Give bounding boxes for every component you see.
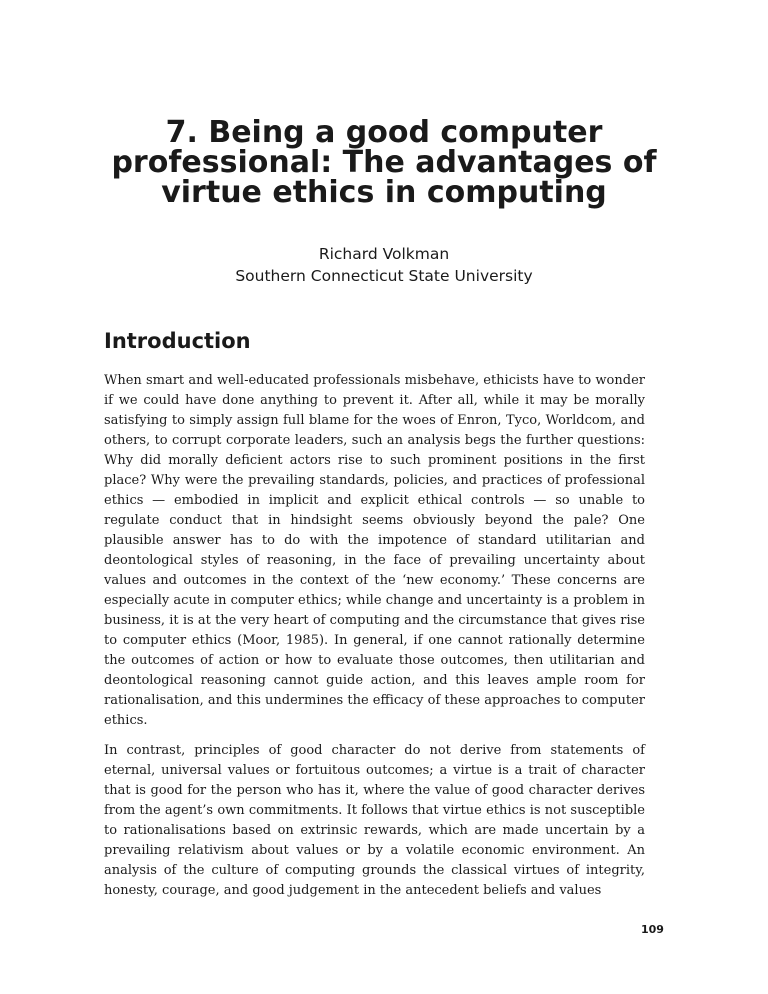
- body-paragraph: In contrast, principles of good character do not derive from statements of eternal, universal values or fortuitous outcomes; a virtue is a trait of character that is good for the person who has it, where the value of good character derives from the agent’s own commitments. It follows that virtue ethics is not susceptible to rationalisations based on extrinsic rewards, which are made uncertain by a prevailing relativism about values or by a volatile economic environment. An analysis of the culture of computing grounds the classical virtues of integrity, honesty, courage, and good judgement in the antecedent beliefs and values: [104, 743, 645, 898]
- page-number: 109: [641, 923, 664, 936]
- author-affiliation: Southern Connecticut State University: [235, 267, 533, 285]
- author-block: [0, 243, 768, 287]
- chapter-title-line: virtue ethics in computing: [161, 175, 607, 210]
- chapter-title-line: 7. Being a good computer: [165, 115, 603, 150]
- author-name: Richard Volkman: [318, 245, 450, 263]
- chapter-title-line: professional: The advantages of: [111, 145, 657, 180]
- section-body: [104, 371, 645, 911]
- section-heading: Introduction: [104, 329, 251, 353]
- body-paragraph: When smart and well-educated professionals misbehave, ethicists have to wonder if we could have done anything to prevent it. After all, while it may be morally satisfying to simply assign full blame for the woes of Enron, Tyco, Worldcom, and others, to corrupt corporate leaders, such an analysis begs the further questions: Why did morally deficient actors rise to such prominent positions in the first place? Why were the prevailing standards, policies, and practices of professional ethics — embodied in implicit and explicit ethical controls — so unable to regulate conduct that in hindsight seems obviously beyond the pale? One plausible answer has to do with the impotence of standard utilitarian and deontological styles of reasoning, in the face of prevailing uncertainty about values and outcomes in the context of the ‘new economy.’ These concerns are especially acute in computer ethics; while change and uncertainty is a problem in business, it is at the very heart of computing and the circumstance that gives rise to computer ethics (Moor, 1985). In general, if one cannot rationally determine the outcomes of action or how to evaluate those outcomes, then utilitarian and deontological reasoning cannot guide action, and this leaves ample room for rationalisation, and this undermines the efficacy of these approaches to computer ethics.: [104, 373, 645, 728]
- chapter-title: [0, 115, 768, 210]
